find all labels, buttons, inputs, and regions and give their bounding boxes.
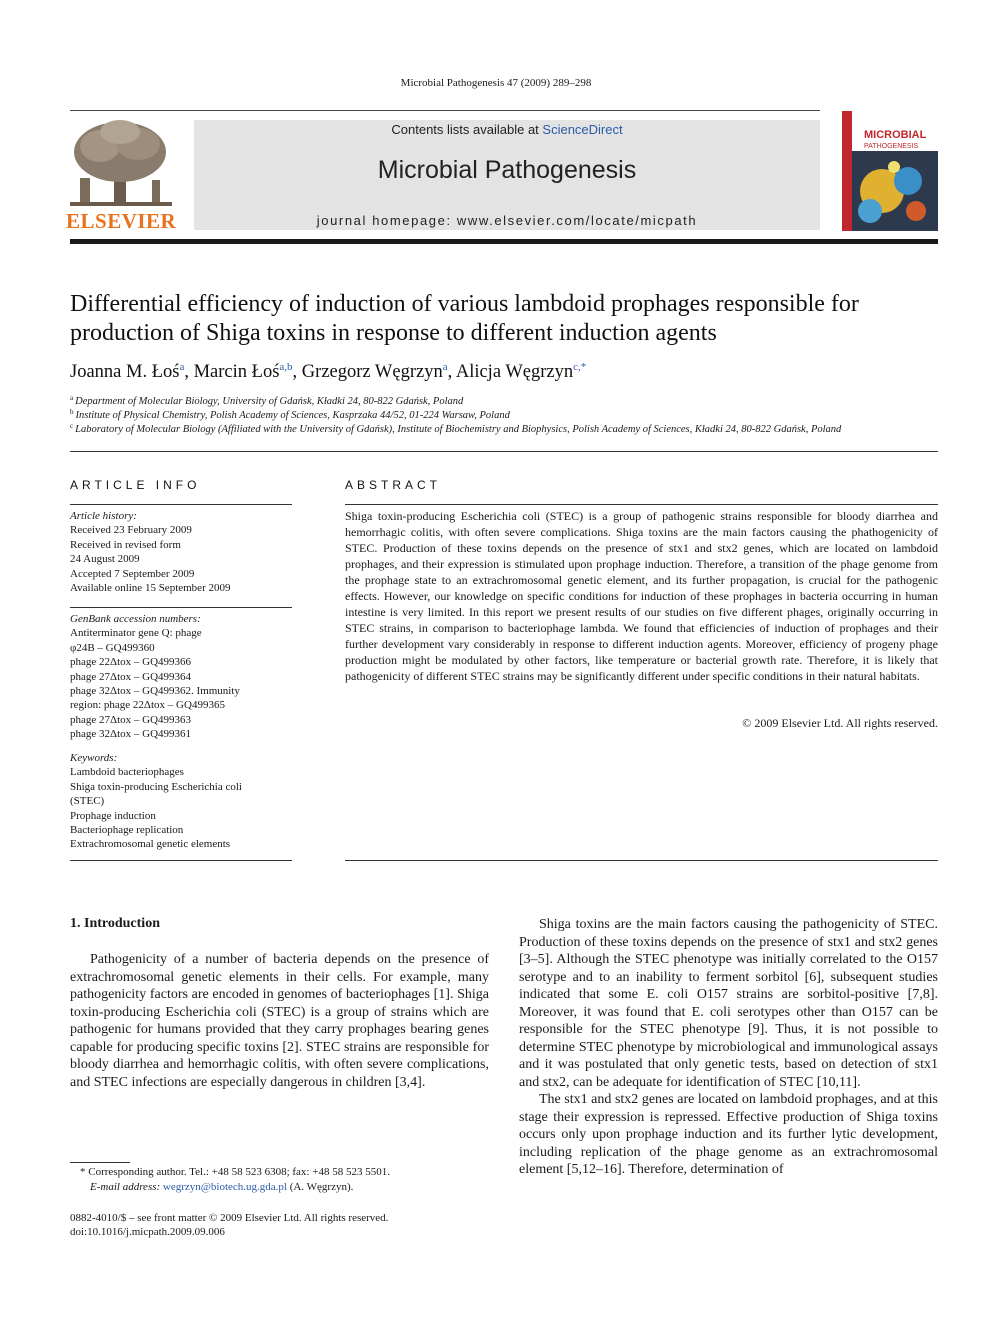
history-label: Article history:: [70, 510, 137, 522]
genbank-item: phage 22Δtox – GQ499366: [70, 656, 192, 669]
cover-title-1: MICROBIAL: [864, 129, 927, 141]
affiliation-mark: b: [70, 408, 74, 416]
journal-homepage[interactable]: journal homepage: www.elsevier.com/locate/micpath: [316, 213, 698, 228]
email-suffix: (A. Węgrzyn).: [287, 1181, 354, 1193]
genbank-item: phage 32Δtox – GQ499361: [70, 728, 192, 741]
affiliation-text: Laboratory of Molecular Biology (Affiliated with the University of Gdańsk), Institute of Biochemistry and Biophysics, Polish Academy of Sciences, Kładki 24, 80-822 Gdańsk, Poland: [75, 424, 842, 435]
intro-left-column: [70, 951, 489, 1091]
sciencedirect-link[interactable]: ScienceDirect: [542, 122, 623, 137]
doi-line[interactable]: doi:10.1016/j.micpath.2009.09.006: [70, 1226, 225, 1238]
article-title: Differential efficiency of induction of various lambdoid prophages responsible for production of Shiga toxins in response to different induction agents: [70, 291, 859, 346]
affiliation-text: Institute of Physical Chemistry, Polish Academy of Sciences, Kasprzaka 44/52, 01-224 Warsaw, Poland: [75, 410, 510, 421]
author-list: [70, 361, 586, 383]
email-link[interactable]: wegrzyn@biotech.ug.gda.pl: [162, 1181, 287, 1193]
history-item: Received in revised form: [70, 538, 181, 551]
affiliation-a: [70, 394, 938, 407]
genbank-item: phage 27Δtox – GQ499363: [70, 713, 192, 726]
article-history: [70, 509, 292, 595]
keywords-rule: [70, 860, 292, 861]
affiliation-mark: c: [70, 422, 74, 430]
contents-line: [194, 122, 820, 137]
footnote-rule: [70, 1162, 130, 1163]
history-rule: [70, 607, 292, 608]
journal-title: Microbial Pathogenesis: [377, 156, 637, 184]
keyword-item: Bacteriophage replication: [70, 824, 184, 837]
corresponding-author-note: * Corresponding author. Tel.: +48 58 523 6308; fax: +48 58 523 5501.: [80, 1166, 390, 1178]
history-item: Received 23 February 2009: [70, 524, 192, 537]
affiliation-c: [70, 422, 938, 435]
affiliation-text: Department of Molecular Biology, University of Gdańsk, Kładki 24, 80-822 Gdańsk, Poland: [75, 396, 464, 407]
genbank-label: GenBank accession numbers:: [70, 613, 201, 625]
genbank-item: phage 27Δtox – GQ499364: [70, 670, 192, 683]
history-item: 24 August 2009: [70, 553, 140, 566]
genbank-item: φ24B – GQ499360: [70, 641, 155, 654]
section-heading-introduction: 1. Introduction: [70, 916, 160, 931]
genbank-accessions: [70, 612, 292, 742]
keyword-item: Extrachromosomal genetic elements: [70, 838, 231, 851]
keywords-label: Keywords:: [70, 752, 118, 764]
author-sup[interactable]: a: [442, 361, 448, 373]
abstract-text: Shiga toxin-producing Escherichia coli (STEC) is a group of pathogenic strains responsible for bloody diarrhea and hemorrhagic colitis, with often severe complications. Shiga toxins are the main factors causing the phathogenicity of STEC. Production of these toxins depends on the presence of stx1 and stx2 genes, which are located on lambdoid prophages, and their expression is stimulated upon prophage induction. Therefore, a transition of the phage genome from the prophage state to an extrachromosomal genetic element, and its further propagation, is crucial for the pathogenic effects. However, our knowledge on specific conditions for induction of these prophages in bacteria occurring in human intestine is very limited. In this report we present results of our studies on five different phages, originally occurring in STEC strains, in comparison to bacteriophage lambda. We found that efficiencies of induction of prophages and their further development vary considerably in response to different induction agents. Moreover, efficiency of progeny phage production might be modulated by other factors, like temperature or bacterial growth rate. Therefore, it is likely that pathogenicity of different STEC strains may be significantly different under specific conditions in their natural habitats.: [345, 509, 938, 683]
cover-title-2: PATHOGENESIS: [864, 143, 919, 150]
history-item: Available online 15 September 2009: [70, 582, 231, 595]
header-thick-rule: [70, 239, 938, 244]
abstract-rule: [345, 504, 938, 505]
author-sup[interactable]: a,b: [279, 361, 293, 373]
author-sep: ,: [292, 362, 302, 382]
abstract-heading: ABSTRACT: [345, 478, 442, 492]
keyword-item: (STEC): [70, 795, 105, 808]
intro-right-column: [519, 916, 938, 1179]
intro-paragraph: Pathogenicity of a number of bacteria depends on the presence of extrachromosomal genetic elements in their cells. For example, many pathogenicity factors are encoded in genomes of bacteriophages [1]. Shiga toxin-producing Escherichia coli (STEC) is a group of strains which are pathogenic for humans provided that they carry prophages bearing genes capable for producing specific toxins [2]. STEC strains are responsible for bloody diarrhea and hemorrhagic colitis, with often severe complications, and STEC infections are especially dangerous in children [3,4].: [70, 952, 489, 1090]
keyword-item: Shiga toxin-producing Escherichia coli: [70, 780, 242, 793]
genbank-item: phage 32Δtox – GQ499362. Immunity: [70, 685, 240, 698]
running-citation: Microbial Pathogenesis 47 (2009) 289–298: [400, 77, 592, 89]
affiliation-b: [70, 408, 938, 421]
journal-header: [194, 120, 820, 230]
keyword-item: Lambdoid bacteriophages: [70, 766, 184, 779]
author-name[interactable]: Alicja Węgrzyn: [455, 362, 574, 382]
author-sep: ,: [184, 362, 194, 382]
abstract-end-rule: [345, 860, 938, 861]
article-info-heading: ARTICLE INFO: [70, 478, 201, 492]
email-note: [90, 1180, 353, 1195]
author-sup[interactable]: a: [179, 361, 185, 373]
author-name[interactable]: Joanna M. Łoś: [70, 362, 180, 382]
issn-line: 0882-4010/$ – see front matter © 2009 Elsevier Ltd. All rights reserved.: [70, 1212, 389, 1224]
affiliation-mark: a: [70, 394, 74, 402]
elsevier-logo: [66, 118, 176, 234]
contents-prefix: Contents lists available at: [391, 122, 543, 137]
affiliation-rule: [70, 451, 938, 452]
author-sep: ,: [447, 362, 456, 382]
keyword-item: Prophage induction: [70, 809, 156, 822]
intro-paragraph: The stx1 and stx2 genes are located on lambdoid prophages, and at this stage their expression is repressed. Effective production of Shiga toxins occurs only upon prophage induction and its further lytic development, including replication of the phage genome as an extrachromosomal element [5,12–16]. Therefore, determination of: [519, 1092, 938, 1177]
journal-cover: [842, 111, 938, 231]
genbank-item: region: phage 22Δtox – GQ499365: [70, 699, 225, 712]
article-info-rule: [70, 504, 292, 505]
email-label: E-mail address:: [90, 1181, 163, 1193]
history-item: Accepted 7 September 2009: [70, 567, 195, 580]
header-rule: [70, 110, 820, 111]
author-sup[interactable]: c,*: [573, 361, 587, 373]
author-name[interactable]: Grzegorz Węgrzyn: [301, 362, 443, 382]
tree-icon: [66, 118, 176, 210]
keywords: [70, 751, 292, 852]
intro-paragraph: Shiga toxins are the main factors causing the pathogenicity of STEC. Production of these toxins depends on the presence of stx1 and stx2 genes [3–5]. Although the STEC phenotype was initially correlated to the O157 serotype and to an inability to ferment sorbitol [6], subsequent studies indicated that some E. coli O157 strains are sorbitol-positive [7,8]. Moreover, it was found that E. coli serotypes other than O157 can be responsible for the STEC phenotype [9]. Thus, it is not possible to determine STEC phenotype by microbiological and immunological assays and it was postulated that only genetic tests, based on detection of stx1 and stx2, can be adequate for identification of STEC [10,11].: [519, 917, 938, 1090]
genbank-item: Antiterminator gene Q: phage: [70, 627, 202, 640]
abstract-copyright: © 2009 Elsevier Ltd. All rights reserved.: [742, 716, 938, 730]
elsevier-wordmark: ELSEVIER: [66, 209, 177, 233]
author-name[interactable]: Marcin Łoś: [193, 362, 280, 382]
